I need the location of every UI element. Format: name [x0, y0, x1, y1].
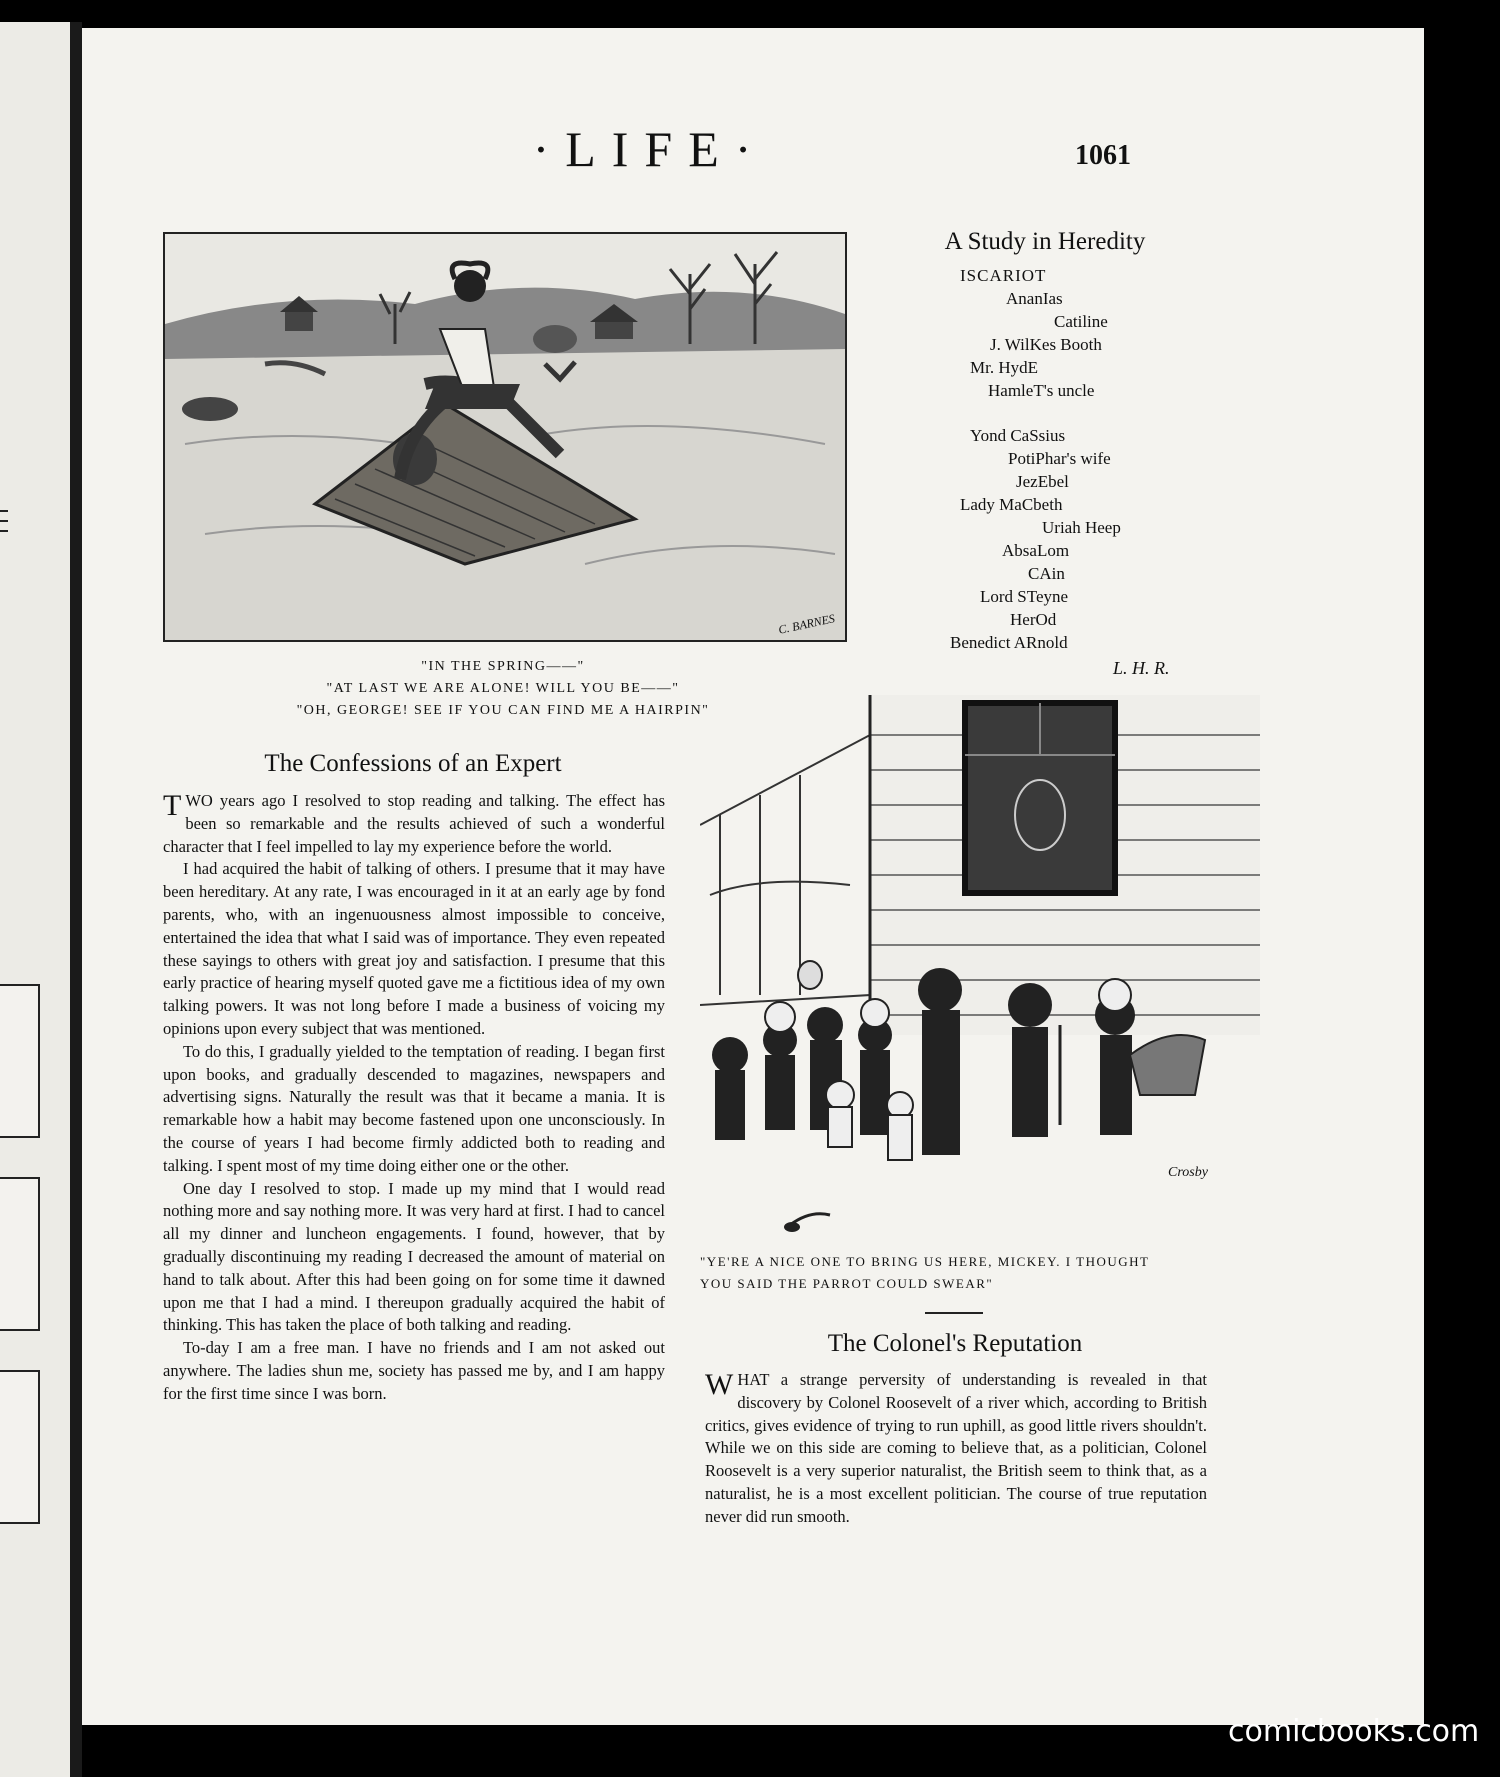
article-paragraph: I had acquired the habit of talking of others. I presume that it may have been hereditary. At any rate, I was encouraged in it at an early age by fond parents, who, with an ingenuousness almost impossible to conceive, entertained the idea that what I said was of importance. They even repeated these sayings to others with great joy and satisfaction. I presume that this early practice of hearing myself quoted gave me a fictitious idea of my own talking powers. It was not long before I made a business of voicing my opinions upon every subject that was mentioned. [163, 859, 665, 1038]
page-number: 1061 [1075, 140, 1131, 171]
poem-line: Lord STeyne [980, 587, 1069, 606]
parrot-cartoon [700, 695, 1260, 1250]
caption-line: "OH, GEORGE! SEE IF YOU CAN FIND ME A HAIRPIN" [296, 703, 710, 718]
poem-line: ISCARIOT [960, 266, 1047, 285]
watermark: comicbooks.com [1228, 1714, 1480, 1749]
drop-cap: T [163, 789, 182, 822]
poem-line: HamleT's uncle [988, 381, 1095, 400]
section-divider [925, 1312, 983, 1314]
margin-ornament [0, 1370, 40, 1524]
poem-line: Benedict ARnold [950, 633, 1068, 652]
caption-line: "IN THE SPRING——" [421, 659, 585, 674]
poem-line: Mr. HydE [970, 358, 1038, 377]
poem-line: AnanIas [1006, 289, 1063, 308]
masthead: ·LIFE· [532, 121, 768, 177]
poem-line: Lady MaCbeth [960, 495, 1063, 514]
poem-line: Uriah Heep [1042, 518, 1121, 537]
poem-signature: L. H. R. [1113, 658, 1170, 678]
flood-cartoon [163, 232, 847, 642]
poem-line: AbsaLom [1002, 541, 1070, 560]
caption-line: "AT LAST WE ARE ALONE! WILL YOU BE——" [326, 681, 680, 696]
article-title: The Colonel's Reputation [827, 1330, 1083, 1357]
article-paragraph: To-day I am a free man. I have no friends and I am not asked out anywhere. The ladies shun me, society has passed me by, and I am happy for the first time since I was born. [163, 1338, 665, 1403]
parrot-cartoon-caption [700, 1251, 1210, 1295]
poem-line: HerOd [1010, 610, 1057, 629]
caption-line: "YE'RE A NICE ONE TO BRING US HERE, MICKEY. I THOUGHT [700, 1254, 1150, 1269]
drop-cap: W [705, 1368, 734, 1401]
poem-line: Yond CaSsius [970, 426, 1066, 445]
margin-ornament [0, 984, 40, 1138]
poem-title: A Study in Heredity [944, 228, 1146, 255]
poem-line: CAin [1028, 564, 1065, 583]
article-body [163, 790, 665, 1406]
poem-line: J. WilKes Booth [990, 335, 1102, 354]
binding-gutter [70, 22, 82, 1777]
caption-line: YOU SAID THE PARROT COULD SWEAR" [700, 1276, 994, 1291]
poem-line: PotiPhar's wife [1008, 449, 1111, 468]
poem-line: Catiline [1054, 312, 1108, 331]
article-paragraph: TWO years ago I resolved to stop reading and talking. The effect has been so remarkable and the results achieved of such a wonderful character that I feel impelled to lay my experience before the world. [163, 789, 665, 856]
artist-signature: Crosby [1168, 1165, 1208, 1180]
margin-ornament [0, 1177, 40, 1331]
flood-cartoon-drawing [165, 234, 845, 640]
article-title: The Confessions of an Expert [264, 750, 562, 777]
article-paragraph: To do this, I gradually yielded to the temptation of reading. I began first upon books, and gradually descended to magazines, newspapers and advertising signs. Naturally the result was that it became a mania. It is remarkable how a habit may become fastened upon one unconsciously. In the course of years I had become firmly addicted both to reading and talking. I spent most of my time doing either one or the other. [163, 1041, 665, 1175]
article-paragraph: WHAT a strange perversity of understanding is revealed in that discovery by Colonel Roosevelt of a river which, according to British critics, gives evidence of trying to run uphill, as good little rivers shouldn't. While we on this side are coming to believe that, as a politician, Colonel Roosevelt is a very superior naturalist, the British seem to think that, as a naturalist, he is a most excellent politician. The course of true reputation never did run smooth. [705, 1368, 1207, 1526]
poem-line: JezEbel [1016, 472, 1069, 491]
poem-body [950, 264, 1200, 654]
previous-page-edge [0, 22, 70, 1777]
artist-signature: C. BARNES [776, 611, 836, 637]
article-body [705, 1369, 1207, 1529]
article-paragraph: One day I resolved to stop. I made up my mind that I would read nothing more and say nothing more. It was very hard at first. I had to cancel all my dinner and luncheon engagements. I found, however, that by gradually discontinuing my reading I decreased the amount of material on hand to talk about. After this had been going on for some time it dawned upon me that I had a mind. I thereupon gradually acquired the habit of thinking. This has taken the place of both talking and reading. [163, 1178, 665, 1335]
